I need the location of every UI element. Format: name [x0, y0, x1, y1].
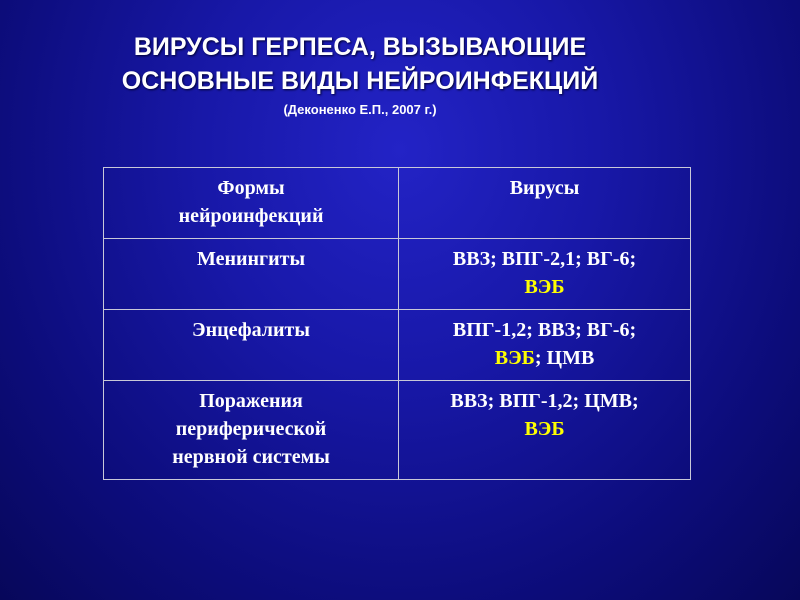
highlighted-virus: ВЭБ: [524, 276, 565, 298]
viruses-cell: [399, 381, 691, 480]
viruses-text-tail: ; ЦМВ: [534, 347, 595, 369]
header-viruses: Вирусы: [399, 168, 691, 239]
form-label-line3: нервной системы: [172, 446, 330, 468]
table-header-row: [104, 168, 691, 239]
title-line-2: ОСНОВНЫЕ ВИДЫ НЕЙРОИНФЕКЦИЙ: [121, 67, 599, 95]
viruses-cell: [399, 239, 691, 310]
form-cell: [104, 381, 399, 480]
viruses-text: ВВЗ; ВПГ-2,1; ВГ-6;: [452, 248, 637, 270]
form-cell: [104, 310, 399, 381]
highlighted-virus: ВЭБ: [494, 347, 535, 369]
title-line-1: ВИРУСЫ ГЕРПЕСА, ВЫЗЫВАЮЩИЕ: [133, 33, 587, 61]
herpes-virus-table: [103, 167, 691, 480]
table-row: [104, 381, 691, 480]
table-row: [104, 310, 691, 381]
form-label: Энцефалиты: [192, 319, 310, 341]
form-label: Менингиты: [196, 248, 306, 270]
table-row: [104, 239, 691, 310]
header-forms-line2: нейроинфекций: [178, 205, 324, 227]
source-citation: (Деконенко Е.П., 2007 г.): [283, 102, 437, 117]
header-forms: [104, 168, 399, 239]
highlighted-virus: ВЭБ: [524, 418, 565, 440]
viruses-text: ВВЗ; ВПГ-1,2; ЦМВ;: [450, 390, 639, 412]
form-cell: [104, 239, 399, 310]
header-forms-line1: Формы: [217, 177, 285, 199]
form-label-line2: периферической: [175, 418, 327, 440]
viruses-text: ВПГ-1,2; ВВЗ; ВГ-6;: [452, 319, 637, 341]
form-label-line1: Поражения: [199, 390, 303, 412]
slide-title: [0, 30, 720, 121]
viruses-cell: [399, 310, 691, 381]
